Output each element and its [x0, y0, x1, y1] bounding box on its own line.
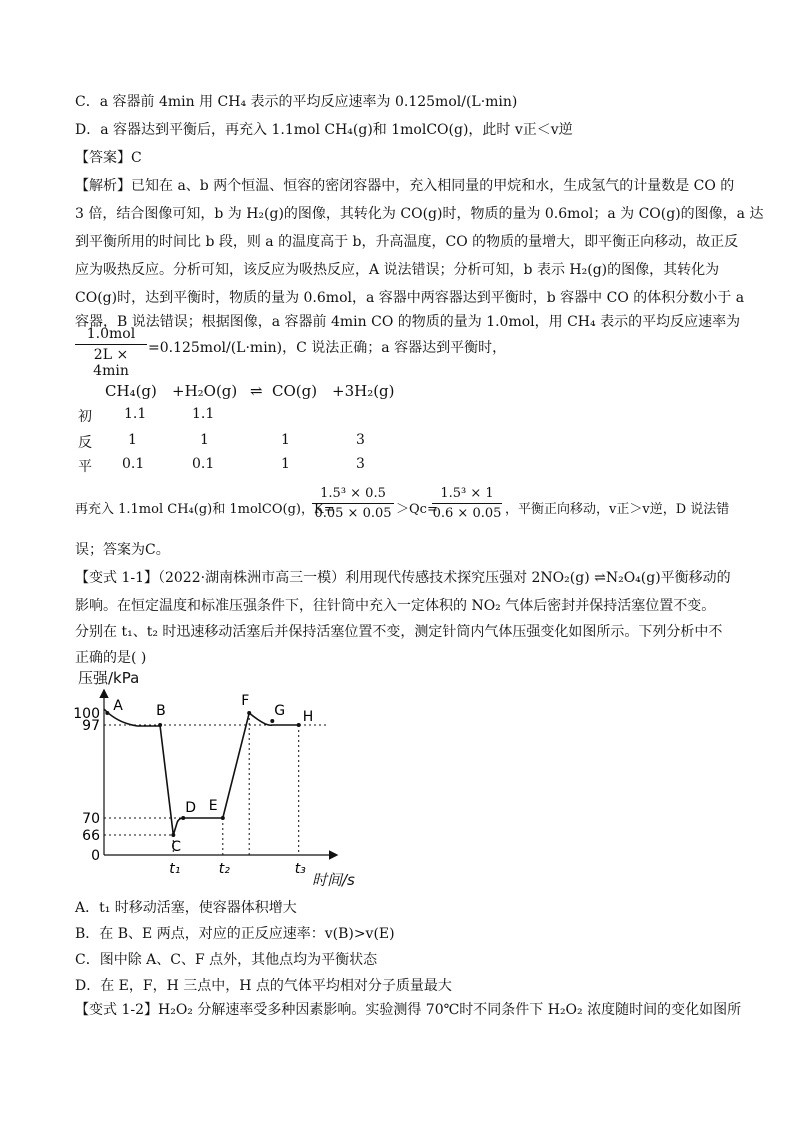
- point-label-B: B: [156, 703, 166, 719]
- analysis-line-2: 3 倍，结合图像可知，b 为 H₂(g)的图像，其转化为 CO(g)时，物质的量为 0.6mol；a 为 CO(g)的图像，a 达: [75, 206, 764, 222]
- point-label-C: C: [171, 839, 182, 855]
- y-axis-label: 压强/kPa: [78, 669, 140, 687]
- fraction-numerator: 1.0mol: [75, 326, 147, 345]
- point-label-D: D: [185, 800, 196, 816]
- y-tick-label: 70: [82, 811, 100, 827]
- variant-1-1-line-1: 【变式 1-1】（2022·湖南株洲市高三一模）利用现代传感技术探究压强对 2NO₂(g) ⇌N₂O₄(g)平衡移动的: [75, 570, 731, 586]
- k-denominator: 0.05 × 0.05: [314, 506, 392, 521]
- eq-row-label: 反: [78, 435, 92, 451]
- eq-cell: 1: [200, 432, 209, 448]
- pressure-curve: [104, 709, 299, 835]
- variant-1-1-line-4: 正确的是( ): [75, 650, 147, 666]
- k-end: 误；答案为C。: [75, 542, 170, 558]
- eq-header-h2: +3H₂(g): [332, 382, 395, 400]
- variant-1-1-line-3: 分别在 t₁、t₂ 时迅速移动活塞后并保持活塞位置不变，测定针筒内气体压强变化如图所示。下列分析中不: [75, 624, 723, 640]
- k-numerator: 1.5³ × 0.5: [312, 486, 394, 504]
- variant-1-1-line-2: 影响。在恒定温度和标准压强条件下，往针筒中充入一定体积的 NO₂ 气体后密封并保持活塞位置不变。: [75, 598, 716, 614]
- x-tick-label: t₁: [169, 861, 181, 877]
- x-tick-label: t₂: [218, 861, 230, 877]
- eq-cell: 0.1: [192, 456, 215, 472]
- eq-header-h2o: +H₂O(g): [172, 382, 238, 400]
- eq-cell: 3: [356, 432, 365, 448]
- eq-cell: 1: [128, 432, 137, 448]
- eq-header-arrow: ⇌: [250, 382, 263, 400]
- after-fraction-text: =0.125mol/(L·min)，C 说法正确；a 容器达到平衡时，: [148, 340, 507, 356]
- data-point-C: [171, 833, 175, 837]
- q-fraction: [432, 486, 502, 521]
- eq-header-co: CO(g): [272, 382, 318, 400]
- data-point-A: [105, 711, 109, 715]
- option-d-line: D．a 容器达到平衡后，再充入 1.1mol CH₄(g)和 1molCO(g)，此时 v正＜v逆: [75, 122, 573, 138]
- eq-cell: 1.1: [124, 406, 147, 422]
- point-label-G: G: [274, 703, 286, 719]
- point-label-F: F: [241, 693, 250, 709]
- option-a: A．t₁ 时移动活塞，使容器体积增大: [75, 900, 297, 916]
- data-point-G: [270, 719, 274, 723]
- k-suffix: ，平衡正向移动，v正＞v逆，D 说法错: [505, 502, 730, 517]
- answer-line: 【答案】C: [75, 150, 142, 166]
- analysis-line-3: 到平衡所用的时间比 b 段，则 a 的温度高于 b，升高温度，CO 的物质的量增大，即平衡正向移动，故正反: [75, 234, 739, 250]
- point-label-E: E: [208, 798, 218, 814]
- eq-cell: 3: [356, 456, 365, 472]
- y-tick-label: 97: [82, 718, 100, 734]
- point-label-H: H: [302, 709, 314, 725]
- variant-1-2-line-1: 【变式 1-2】H₂O₂ 分解速率受多种因素影响。实验测得 70℃时不同条件下 H₂O₂ 浓度随时间的变化如图所: [75, 1002, 742, 1018]
- eq-row-label: 平: [78, 459, 92, 475]
- q-mid: ＞Qc=: [396, 502, 438, 517]
- option-b: B．在 B、E 两点，对应的正反应速率：v(B)>v(E): [75, 926, 395, 942]
- analysis-line-4: 应为吸热反应。分析可知，该反应为吸热反应，A 说法错误；分析可知，b 表示 H₂(g)的图像，其转化为: [75, 262, 720, 278]
- pressure-chart: [60, 665, 380, 897]
- data-point-H: [297, 723, 301, 727]
- analysis-line-5: CO(g)时，达到平衡时，物质的量为 0.6mol，a 容器中两容器达到平衡时，b 容器中 CO 的体积分数小于 a: [75, 290, 745, 306]
- eq-header-ch4: CH₄(g): [105, 382, 157, 400]
- q-denominator: 0.6 × 0.05: [432, 506, 502, 521]
- x-axis-label: 时间/s: [312, 871, 355, 889]
- option-c: C．图中除 A、C、F 点外，其他点均为平衡状态: [75, 952, 378, 968]
- data-point-E: [221, 816, 225, 820]
- eq-cell: 1.1: [192, 406, 215, 422]
- analysis-line-1: 【解析】已知在 a、b 两个恒温、恒容的密闭容器中，充入相同量的甲烷和水，生成氢气的计量数是 CO 的: [75, 178, 735, 194]
- eq-cell: 1: [281, 432, 290, 448]
- analysis-line-6: 容器，B 说法错误；根据图像，a 容器前 4min CO 的物质的量为 1.0mol，用 CH₄ 表示的平均反应速率为: [75, 314, 741, 330]
- y-tick-label: 66: [82, 828, 100, 844]
- option-d: D．在 E，F，H 三点中，H 点的气体平均相对分子质量最大: [75, 978, 452, 994]
- eq-cell: 0.1: [122, 456, 145, 472]
- q-numerator: 1.5³ × 1: [432, 486, 502, 504]
- data-point-F: [247, 711, 251, 715]
- x-tick-label: t₃: [294, 861, 306, 877]
- y-tick-label: 100: [73, 706, 100, 722]
- option-c-line: C．a 容器前 4min 用 CH₄ 表示的平均反应速率为 0.125mol/(L·min): [75, 94, 518, 110]
- y-tick-label: 0: [91, 848, 100, 864]
- eq-cell: 1: [281, 456, 290, 472]
- eq-row-label: 初: [78, 409, 92, 425]
- k-fraction: [312, 486, 394, 521]
- data-point-B: [158, 723, 162, 727]
- k-prefix: 再充入 1.1mol CH₄(g)和 1molCO(g)，K=: [75, 502, 335, 517]
- fraction-denominator: 2L × 4min: [93, 347, 129, 379]
- data-point-D: [181, 816, 185, 820]
- rate-fraction: [75, 326, 147, 379]
- point-label-A: A: [113, 698, 123, 714]
